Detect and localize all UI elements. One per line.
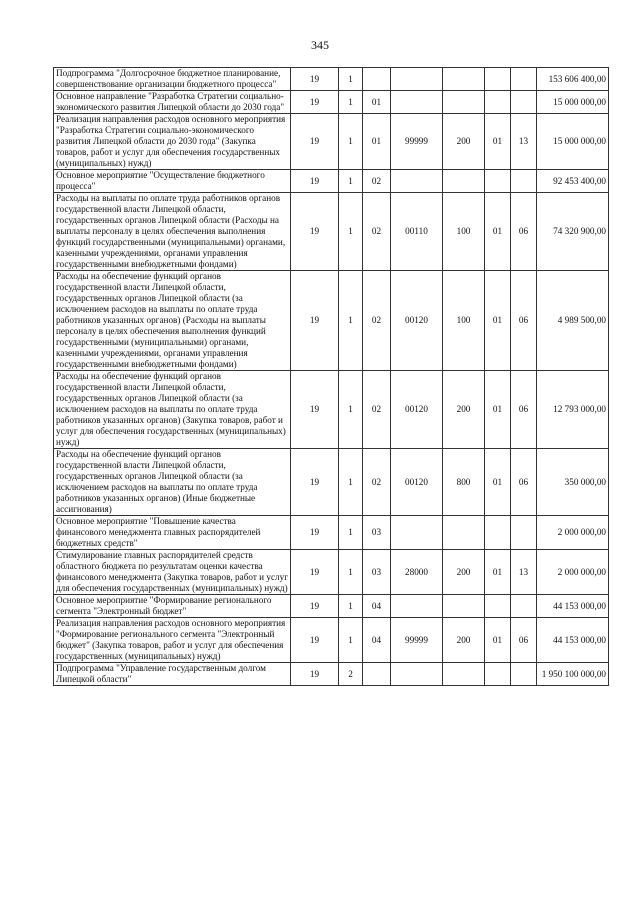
table-row	[54, 114, 609, 170]
cell-c: 02	[363, 371, 391, 449]
cell-f	[485, 91, 511, 114]
cell-c: 04	[363, 618, 391, 663]
cell-b: 1	[339, 618, 363, 663]
cell-g	[511, 170, 537, 193]
cell-e	[443, 68, 485, 91]
row-name: Расходы на обеспечение функций органов государственной власти Липецкой области, государственных органов Липецкой области (за исключением расходов на выплаты по оплате труда работников указанных органов) (Расходы на выплаты персоналу в целях обеспечения выполнения функций государственными (муниципальными) органами, казенными учреждениями, органами управления государственными внебюджетными фондами)	[54, 271, 291, 371]
cell-a: 19	[291, 618, 339, 663]
cell-b: 1	[339, 449, 363, 516]
cell-c: 03	[363, 516, 391, 550]
cell-g	[511, 516, 537, 550]
row-name: Реализация направления расходов основного мероприятия "Формирование регионального сегмента "Электронный бюджет" (Закупка товаров, работ и услуг для обеспечения государственных (муниципальных) нужд)	[54, 618, 291, 663]
cell-g: 13	[511, 114, 537, 170]
cell-b: 1	[339, 516, 363, 550]
cell-d: 99999	[391, 114, 443, 170]
cell-f	[485, 170, 511, 193]
row-amount: 2 000 000,00	[537, 550, 609, 595]
cell-g: 06	[511, 449, 537, 516]
cell-f: 01	[485, 193, 511, 271]
row-amount: 74 320 900,00	[537, 193, 609, 271]
cell-a: 19	[291, 114, 339, 170]
table-row	[54, 371, 609, 449]
cell-f: 01	[485, 449, 511, 516]
cell-e: 200	[443, 618, 485, 663]
page-number: 345	[311, 38, 329, 52]
cell-e	[443, 170, 485, 193]
table-row	[54, 170, 609, 193]
cell-e	[443, 663, 485, 686]
cell-c: 01	[363, 114, 391, 170]
cell-g	[511, 663, 537, 686]
cell-a: 19	[291, 170, 339, 193]
cell-c: 02	[363, 449, 391, 516]
table-row	[54, 91, 609, 114]
cell-g	[511, 91, 537, 114]
cell-e: 100	[443, 193, 485, 271]
cell-f	[485, 516, 511, 550]
cell-e: 200	[443, 550, 485, 595]
cell-b: 1	[339, 91, 363, 114]
cell-c: 01	[363, 91, 391, 114]
cell-c: 02	[363, 271, 391, 371]
row-amount: 15 000 000,00	[537, 114, 609, 170]
cell-g	[511, 595, 537, 618]
cell-e: 100	[443, 271, 485, 371]
row-name: Реализация направления расходов основного мероприятия "Разработка Стратегии социально-экономического развития Липецкой области до 2030 года" (Закупка товаров, работ и услуг для обеспечения государственных (муниципальных) нужд)	[54, 114, 291, 170]
cell-g: 06	[511, 271, 537, 371]
row-name: Стимулирование главных распорядителей средств областного бюджета по результатам оценки качества финансового менеджмента (Закупка товаров, работ и услуг для обеспечения государственных (муниципальных) нужд)	[54, 550, 291, 595]
row-amount: 1 950 100 000,00	[537, 663, 609, 686]
cell-e: 200	[443, 371, 485, 449]
table-row	[54, 193, 609, 271]
cell-d	[391, 170, 443, 193]
cell-f: 01	[485, 271, 511, 371]
cell-d	[391, 663, 443, 686]
cell-a: 19	[291, 595, 339, 618]
cell-b: 1	[339, 170, 363, 193]
cell-g: 06	[511, 618, 537, 663]
row-amount: 12 793 000,00	[537, 371, 609, 449]
cell-g	[511, 68, 537, 91]
table-row	[54, 68, 609, 91]
row-amount: 92 453 400,00	[537, 170, 609, 193]
cell-e	[443, 595, 485, 618]
cell-e	[443, 91, 485, 114]
row-name: Расходы на обеспечение функций органов государственной власти Липецкой области, государственных органов Липецкой области (за исключением расходов на выплаты по оплате труда работников указанных органов) (Закупка товаров, работ и услуг для обеспечения государственных (муниципальных) нужд)	[54, 371, 291, 449]
cell-g: 13	[511, 550, 537, 595]
table-row	[54, 550, 609, 595]
row-amount: 350 000,00	[537, 449, 609, 516]
row-name: Основное мероприятие "Повышение качества финансового менеджмента главных распорядителей бюджетных средств"	[54, 516, 291, 550]
table-row	[54, 618, 609, 663]
cell-f: 01	[485, 550, 511, 595]
cell-d: 00110	[391, 193, 443, 271]
table-row	[54, 516, 609, 550]
cell-a: 19	[291, 91, 339, 114]
cell-d: 28000	[391, 550, 443, 595]
row-name: Подпрограмма "Долгосрочное бюджетное планирование, совершенствование организации бюджетного процесса"	[54, 68, 291, 91]
cell-b: 1	[339, 595, 363, 618]
row-name: Подпрограмма "Управление государственным долгом Липецкой области"	[54, 663, 291, 686]
budget-table	[53, 67, 609, 686]
cell-b: 2	[339, 663, 363, 686]
cell-d	[391, 516, 443, 550]
cell-g: 06	[511, 193, 537, 271]
cell-d	[391, 68, 443, 91]
cell-d: 00120	[391, 271, 443, 371]
cell-b: 1	[339, 371, 363, 449]
cell-f	[485, 595, 511, 618]
cell-a: 19	[291, 193, 339, 271]
cell-b: 1	[339, 550, 363, 595]
cell-d: 00120	[391, 449, 443, 516]
cell-f	[485, 68, 511, 91]
cell-e: 800	[443, 449, 485, 516]
row-amount: 4 989 500,00	[537, 271, 609, 371]
row-amount: 153 606 400,00	[537, 68, 609, 91]
cell-b: 1	[339, 271, 363, 371]
cell-b: 1	[339, 68, 363, 91]
cell-d	[391, 91, 443, 114]
table-row	[54, 595, 609, 618]
cell-e	[443, 516, 485, 550]
cell-a: 19	[291, 68, 339, 91]
cell-c: 02	[363, 170, 391, 193]
cell-d: 00120	[391, 371, 443, 449]
row-amount: 15 000 000,00	[537, 91, 609, 114]
row-name: Расходы на обеспечение функций органов государственной власти Липецкой области, государственных органов Липецкой области (за исключением расходов на выплаты по оплате труда работников указанных органов) (Иные бюджетные ассигнования)	[54, 449, 291, 516]
cell-f: 01	[485, 371, 511, 449]
row-name: Основное мероприятие "Формирование регионального сегмента "Электронный бюджет"	[54, 595, 291, 618]
table-row	[54, 271, 609, 371]
cell-a: 19	[291, 371, 339, 449]
cell-f	[485, 663, 511, 686]
cell-c: 02	[363, 193, 391, 271]
table-row	[54, 663, 609, 686]
row-amount: 2 000 000,00	[537, 516, 609, 550]
cell-d: 99999	[391, 618, 443, 663]
cell-f: 01	[485, 114, 511, 170]
row-amount: 44 153 000,00	[537, 618, 609, 663]
cell-a: 19	[291, 516, 339, 550]
cell-a: 19	[291, 449, 339, 516]
cell-c: 04	[363, 595, 391, 618]
cell-a: 19	[291, 663, 339, 686]
row-name: Расходы на выплаты по оплате труда работников органов государственной власти Липецкой области, государственных органов Липецкой области (Расходы на выплаты персоналу в целях обеспечения выполнения функций государственными (муниципальными) органами, казенными учреждениями, органами управления государственными внебюджетными фондами)	[54, 193, 291, 271]
cell-c: 03	[363, 550, 391, 595]
cell-b: 1	[339, 114, 363, 170]
cell-e: 200	[443, 114, 485, 170]
cell-c	[363, 663, 391, 686]
cell-b: 1	[339, 193, 363, 271]
cell-d	[391, 595, 443, 618]
cell-a: 19	[291, 550, 339, 595]
row-amount: 44 153 000,00	[537, 595, 609, 618]
cell-a: 19	[291, 271, 339, 371]
table-row	[54, 449, 609, 516]
row-name: Основное направление "Разработка Стратегии социально-экономического развития Липецкой области до 2030 года"	[54, 91, 291, 114]
cell-g: 06	[511, 371, 537, 449]
row-name: Основное мероприятие "Осуществление бюджетного процесса"	[54, 170, 291, 193]
cell-c	[363, 68, 391, 91]
cell-f: 01	[485, 618, 511, 663]
